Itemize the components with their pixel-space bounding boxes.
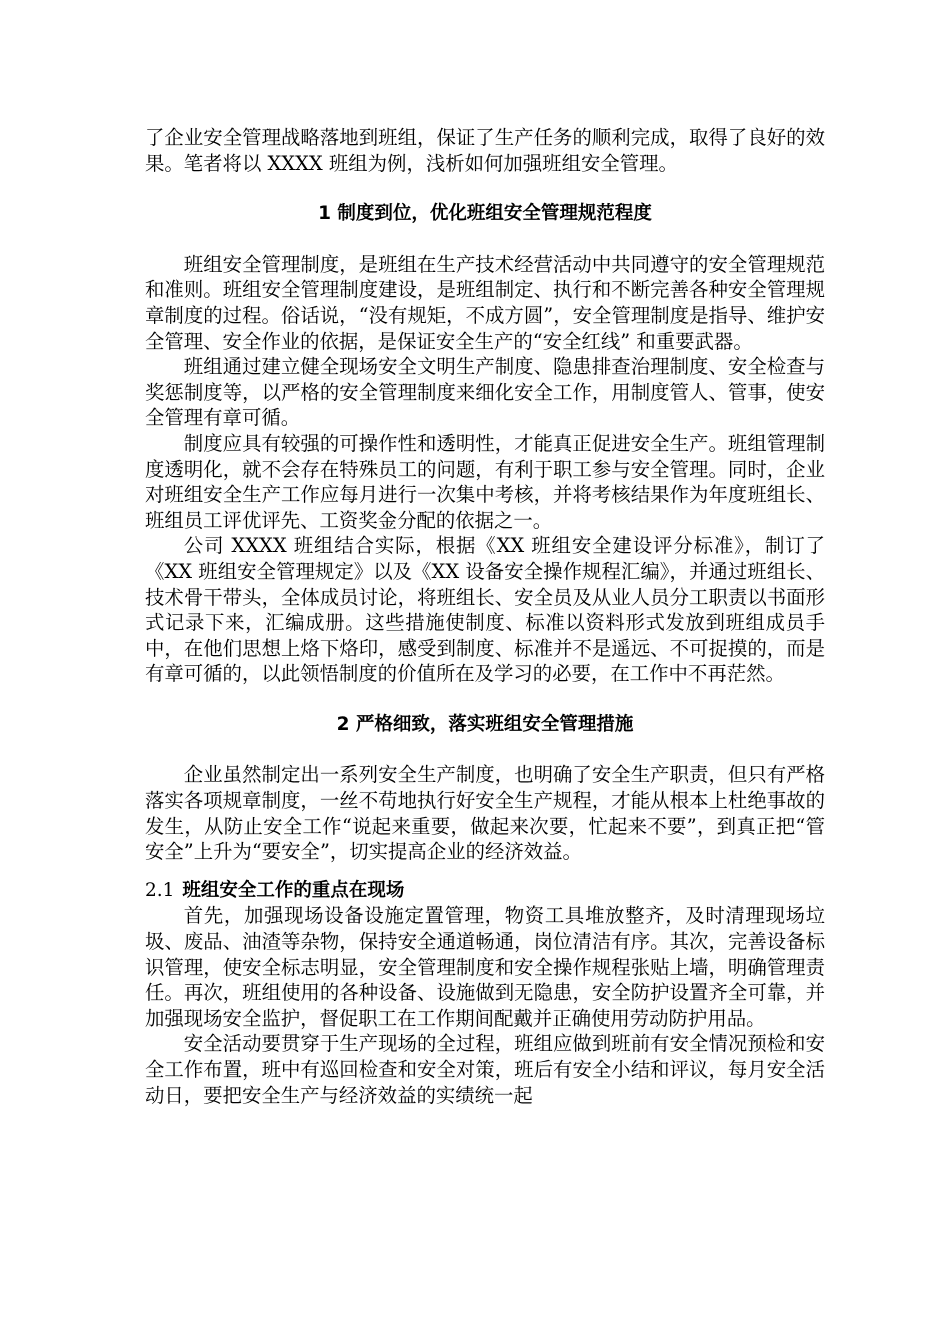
section-2-paragraph-1: 企业虽然制定出一系列安全生产制度，也明确了安全生产职责，但只有严格落实各项规章制度，一丝不苟地执行好安全生产规程，才能从根本上杜绝事故的发生，从防止安全工作“说起来重要，做起来次要，忙起来不要”，到真正把“管安全”上升为“要安全”，切实提高企业的经济效益。 [145,763,825,864]
subsection-2-1-paragraph-1: 首先，加强现场设备设施定置管理，物资工具堆放整齐，及时清理现场垃圾、废品、油渣等杂物，保持安全通道畅通，岗位清洁有序。其次，完善设备标识管理，使安全标志明显，安全管理制度和安全操作规程张贴上墙，明确管理责任。再次，班组使用的各种设备、设施做到无隐患，安全防护设置齐全可靠，并加强现场安全监护，督促职工在工作期间配戴并正确使用劳动防护用品。 [145,904,825,1030]
subsection-title: 班组安全工作的重点在现场 [182,879,405,901]
subsection-number: 2.1 [145,879,175,901]
section-1-paragraph-1: 班组安全管理制度，是班组在生产技术经营活动中共同遵守的安全管理规范和准则。班组安全管理制度建设，是班组制定、执行和不断完善各种安全管理规章制度的过程。俗话说，“没有规矩，不成方圆”，安全管理制度是指导、维护安全管理、安全作业的依据，是保证安全生产的“安全红线” 和重要武器。 [145,252,825,353]
section-1-heading: 1 制度到位，优化班组安全管理规范程度 [318,203,652,225]
document-page [145,125,825,1108]
section-1-paragraph-4: 公司 XXXX 班组结合实际，根据《XX 班组安全建设评分标准》，制订了《XX 班组安全管理规定》以及《XX 设备安全操作规程汇编》，并通过班组长、技术骨干带头，全体成员讨论，将班组长、安全员及从业人员分工职责以书面形式记录下来，汇编成册。这些措施使制度、标准以资料形式发放到班组成员手中，在他们思想上烙下烙印，感受到制度、标准并不是遥远、不可捉摸的，而是有章可循的，以此领悟制度的价值所在及学习的必要，在工作中不再茫然。 [145,534,825,686]
section-1-paragraph-3: 制度应具有较强的可操作性和透明性，才能真正促进安全生产。班组管理制度透明化，就不会存在特殊员工的问题，有利于职工参与安全管理。同时，企业对班组安全生产工作应每月进行一次集中考核，并将考核结果作为年度班组长、班组员工评优评先、工资奖金分配的依据之一。 [145,431,825,532]
intro-paragraph: 了企业安全管理战略落地到班组，保证了生产任务的顺利完成，取得了良好的效果。笔者将以 XXXX 班组为例，浅析如何加强班组安全管理。 [145,126,825,175]
section-2-heading: 2 严格细致，落实班组安全管理措施 [336,713,634,735]
subsection-2-1-paragraph-2: 安全活动要贯穿于生产现场的全过程，班组应做到班前有安全情况预检和安全工作布置，班中有巡回检查和安全对策，班后有安全小结和评议，每月安全活动日，要把安全生产与经济效益的实绩统一起 [145,1032,825,1107]
section-1-paragraph-2: 班组通过建立健全现场安全文明生产制度、隐患排查治理制度、安全检查与奖惩制度等，以严格的安全管理制度来细化安全工作，用制度管人、管事，使安全管理有章可循。 [145,355,825,430]
subsection-2-1-heading [145,878,825,904]
